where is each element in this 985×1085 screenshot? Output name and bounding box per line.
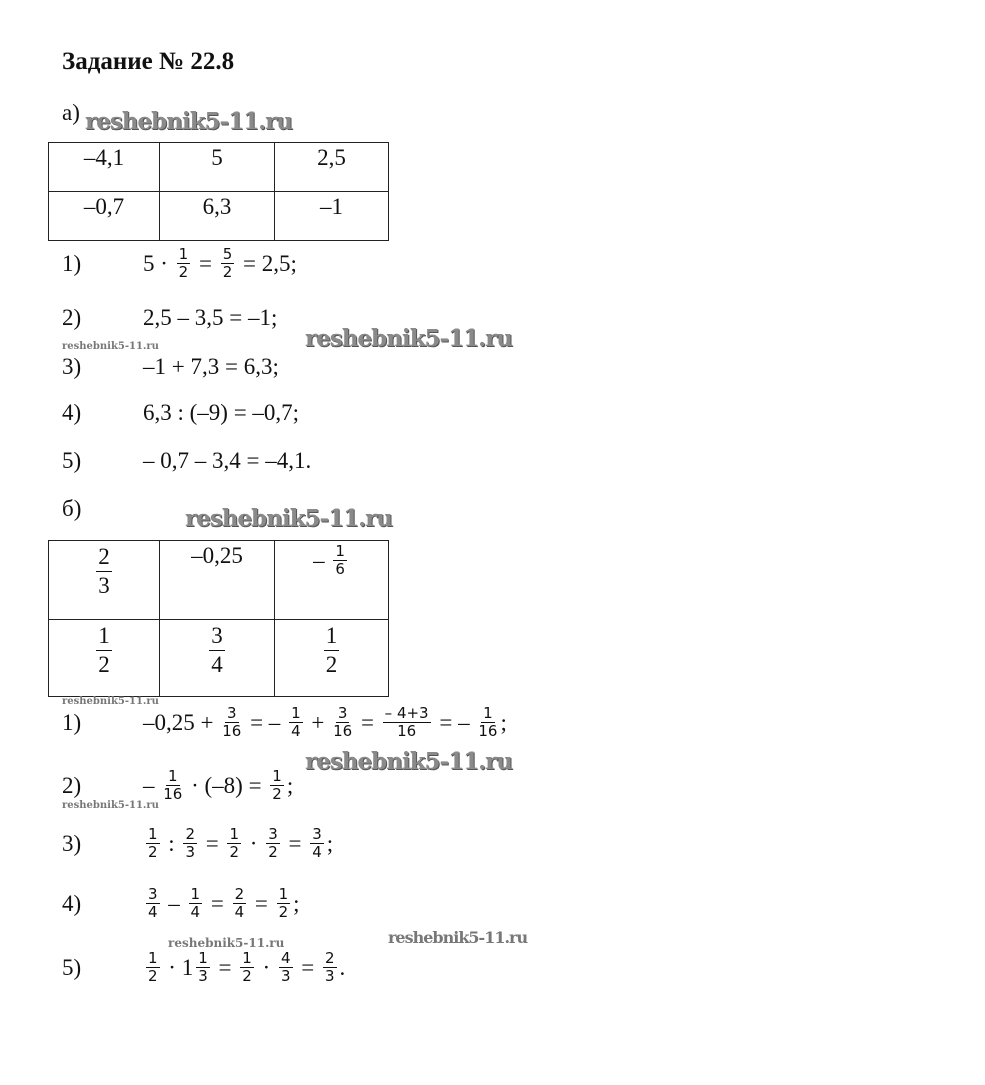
solution-step [62, 400, 299, 426]
denominator: 16 [478, 722, 498, 741]
table-cell [275, 620, 389, 697]
numerator: 1 [291, 704, 301, 722]
expr-text: + [305, 709, 331, 735]
denominator: 4 [190, 903, 201, 922]
fraction [146, 886, 160, 922]
expr-text: ; [293, 890, 300, 916]
expr-text: –0,25 + [143, 709, 220, 735]
fraction [324, 622, 340, 678]
denominator: 2 [272, 785, 282, 804]
table-cell [160, 620, 275, 697]
fraction [233, 886, 247, 922]
fraction [221, 246, 235, 282]
expr-text: – [162, 890, 186, 916]
expr-text: · (–8) = [185, 772, 268, 798]
denominator: 16 [163, 785, 183, 804]
step-expression [143, 246, 297, 282]
numerator: 3 [312, 825, 322, 843]
step-number: 3) [62, 354, 82, 379]
fraction [163, 768, 182, 804]
numerator: 1 [190, 885, 201, 903]
table-row [49, 541, 389, 620]
expr-text: = [205, 890, 230, 916]
denominator: 2 [325, 651, 338, 677]
numerator: 1 [278, 885, 289, 903]
expr-text: 5 · [143, 250, 174, 276]
denominator: 4 [148, 903, 158, 922]
solution-step [62, 768, 293, 804]
table-row [49, 620, 389, 697]
expr-text: – [313, 547, 331, 573]
watermark: reshebnik5-11.ru [62, 341, 159, 352]
expr-text: – [143, 772, 161, 798]
denominator: 2 [148, 967, 158, 986]
numerator: 3 [268, 825, 278, 843]
step-number: 5) [62, 448, 82, 473]
denominator: 2 [222, 263, 233, 282]
table-row [49, 143, 389, 192]
expr-text: = [193, 250, 218, 276]
denominator: 2 [148, 843, 158, 862]
watermark: reshebnik5-11.ru [388, 928, 528, 947]
numerator: 1 [242, 949, 252, 967]
fraction [270, 768, 284, 804]
watermark: reshebnik5-11.ru [168, 936, 285, 950]
expr-text: = – [244, 709, 287, 735]
step-number: 4) [62, 400, 82, 425]
fraction [96, 543, 112, 599]
table-cell: –4,1 [49, 143, 160, 192]
fraction [222, 705, 241, 741]
numerator: 3 [209, 622, 225, 651]
denominator: 3 [185, 843, 195, 862]
table-cell [275, 541, 389, 620]
watermark: reshebnik5-11.ru [305, 748, 512, 775]
numerator: 3 [227, 704, 237, 722]
fraction [240, 950, 254, 986]
expr-text: · [244, 830, 264, 856]
numerator: 1 [96, 622, 112, 651]
table-cell [160, 541, 275, 620]
denominator: 4 [211, 651, 223, 677]
expr-text: · 1 [162, 954, 194, 980]
numerator: 1 [272, 767, 282, 785]
step-number: 2) [62, 305, 82, 330]
table-row [49, 192, 389, 241]
watermark: reshebnik5-11.ru [305, 325, 512, 352]
numerator: 1 [178, 245, 189, 263]
fraction [310, 826, 324, 862]
numerator: 1 [324, 622, 340, 651]
step-number: 1) [62, 709, 82, 735]
expr-text: : [162, 830, 181, 856]
expr-text: 2,5 – 3,5 = –1; [143, 305, 278, 330]
table-cell: 2,5 [275, 143, 389, 192]
denominator: 2 [98, 651, 110, 677]
expr-text: – 0,7 – 3,4 = –4,1. [143, 448, 312, 473]
watermark: reshebnik5-11.ru [185, 505, 392, 532]
numerator: 2 [234, 885, 245, 903]
denominator: 16 [397, 722, 417, 741]
table-cell: –1 [275, 192, 389, 241]
denominator: 4 [291, 722, 301, 741]
table-cell: –0,7 [49, 192, 160, 241]
fraction [279, 950, 293, 986]
fraction [333, 543, 347, 579]
numerator: 1 [483, 704, 493, 722]
part-a-label: а) [62, 100, 80, 125]
solution-step [62, 448, 311, 474]
expr-text: = [355, 709, 380, 735]
table-cell [49, 620, 160, 697]
fraction [96, 622, 112, 678]
denominator: 3 [325, 967, 335, 986]
solution-step [62, 354, 279, 380]
denominator: 16 [222, 722, 242, 741]
step-number: 2) [62, 772, 82, 798]
expr-text: = [282, 830, 308, 856]
numerator: 2 [325, 949, 335, 967]
solution-step [62, 305, 277, 331]
fraction [333, 705, 352, 741]
fraction [183, 826, 197, 862]
denominator: 2 [242, 967, 252, 986]
denominator: 6 [335, 560, 345, 579]
expr-text: = [295, 954, 320, 980]
denominator: 2 [178, 263, 189, 282]
numerator: 1 [148, 949, 158, 967]
fraction [189, 886, 203, 922]
numerator: 4 [280, 949, 291, 967]
denominator: 4 [312, 843, 322, 862]
numerator: – 4+3 [384, 704, 429, 722]
solution-step [62, 886, 300, 922]
denominator: 16 [333, 722, 353, 741]
numerator: 1 [229, 825, 240, 843]
step-number: 3) [62, 830, 82, 856]
solution-step [62, 705, 507, 741]
denominator: 2 [268, 843, 278, 862]
fraction [209, 622, 225, 678]
step-number: 4) [62, 890, 82, 916]
fraction [478, 705, 497, 741]
fraction [266, 826, 280, 862]
expr-text: = – [433, 709, 476, 735]
step-expression [143, 886, 300, 922]
step-expression [143, 448, 311, 474]
watermark: reshebnik5-11.ru [85, 108, 292, 135]
step-expression [143, 305, 277, 331]
fraction [383, 705, 431, 741]
expr-text: = 2,5; [237, 250, 297, 276]
solution-step [62, 246, 297, 282]
numerator: 1 [198, 949, 208, 967]
expr-text: ; [326, 830, 334, 856]
part-b-label: б) [62, 496, 82, 521]
fraction [146, 826, 160, 862]
numerator: 1 [148, 825, 158, 843]
table-cell: 6,3 [160, 192, 275, 241]
numerator: 2 [96, 543, 112, 572]
table-cell: 5 [160, 143, 275, 192]
expr-text: · [256, 954, 276, 980]
fraction [196, 950, 210, 986]
table-cell [49, 541, 160, 620]
denominator: 2 [229, 843, 240, 862]
expr-text: = [249, 890, 274, 916]
task-title: Задание № 22.8 [62, 48, 235, 75]
fraction [227, 826, 241, 862]
numerator: 5 [222, 245, 233, 263]
expr-text: ; [500, 709, 507, 735]
solution-step [62, 826, 333, 862]
step-number: 1) [62, 250, 82, 276]
numerator: 1 [168, 767, 178, 785]
denominator: 4 [234, 903, 245, 922]
expr-text: = [212, 954, 238, 980]
watermark: reshebnik5-11.ru [62, 696, 159, 707]
expr-text: –1 + 7,3 = 6,3; [143, 354, 279, 379]
step-expression [143, 768, 293, 804]
denominator: 3 [280, 967, 291, 986]
denominator: 2 [278, 903, 289, 922]
expr-text: = [199, 830, 225, 856]
numerator: 2 [185, 825, 195, 843]
fraction [289, 705, 303, 741]
step-expression [143, 950, 345, 986]
fraction [323, 950, 337, 986]
numerator: 3 [148, 885, 158, 903]
fraction [177, 246, 191, 282]
expr-text: . [339, 954, 346, 980]
fraction [146, 950, 160, 986]
watermark: reshebnik5-11.ru [62, 800, 159, 811]
step-expression [143, 400, 299, 426]
denominator: 3 [198, 967, 208, 986]
fraction [277, 886, 291, 922]
step-expression [143, 826, 333, 862]
solution-step [62, 950, 345, 986]
expr-text: ; [286, 772, 294, 798]
part-b-table [48, 540, 389, 697]
numerator: 1 [335, 542, 345, 560]
step-expression [143, 354, 279, 380]
part-a-table [48, 142, 389, 241]
step-expression [143, 705, 507, 741]
denominator: 3 [98, 572, 110, 598]
numerator: 3 [337, 704, 348, 722]
expr-text: –0,25 [191, 543, 243, 568]
step-number: 5) [62, 954, 82, 980]
expr-text: 6,3 : (–9) = –0,7; [143, 400, 300, 425]
